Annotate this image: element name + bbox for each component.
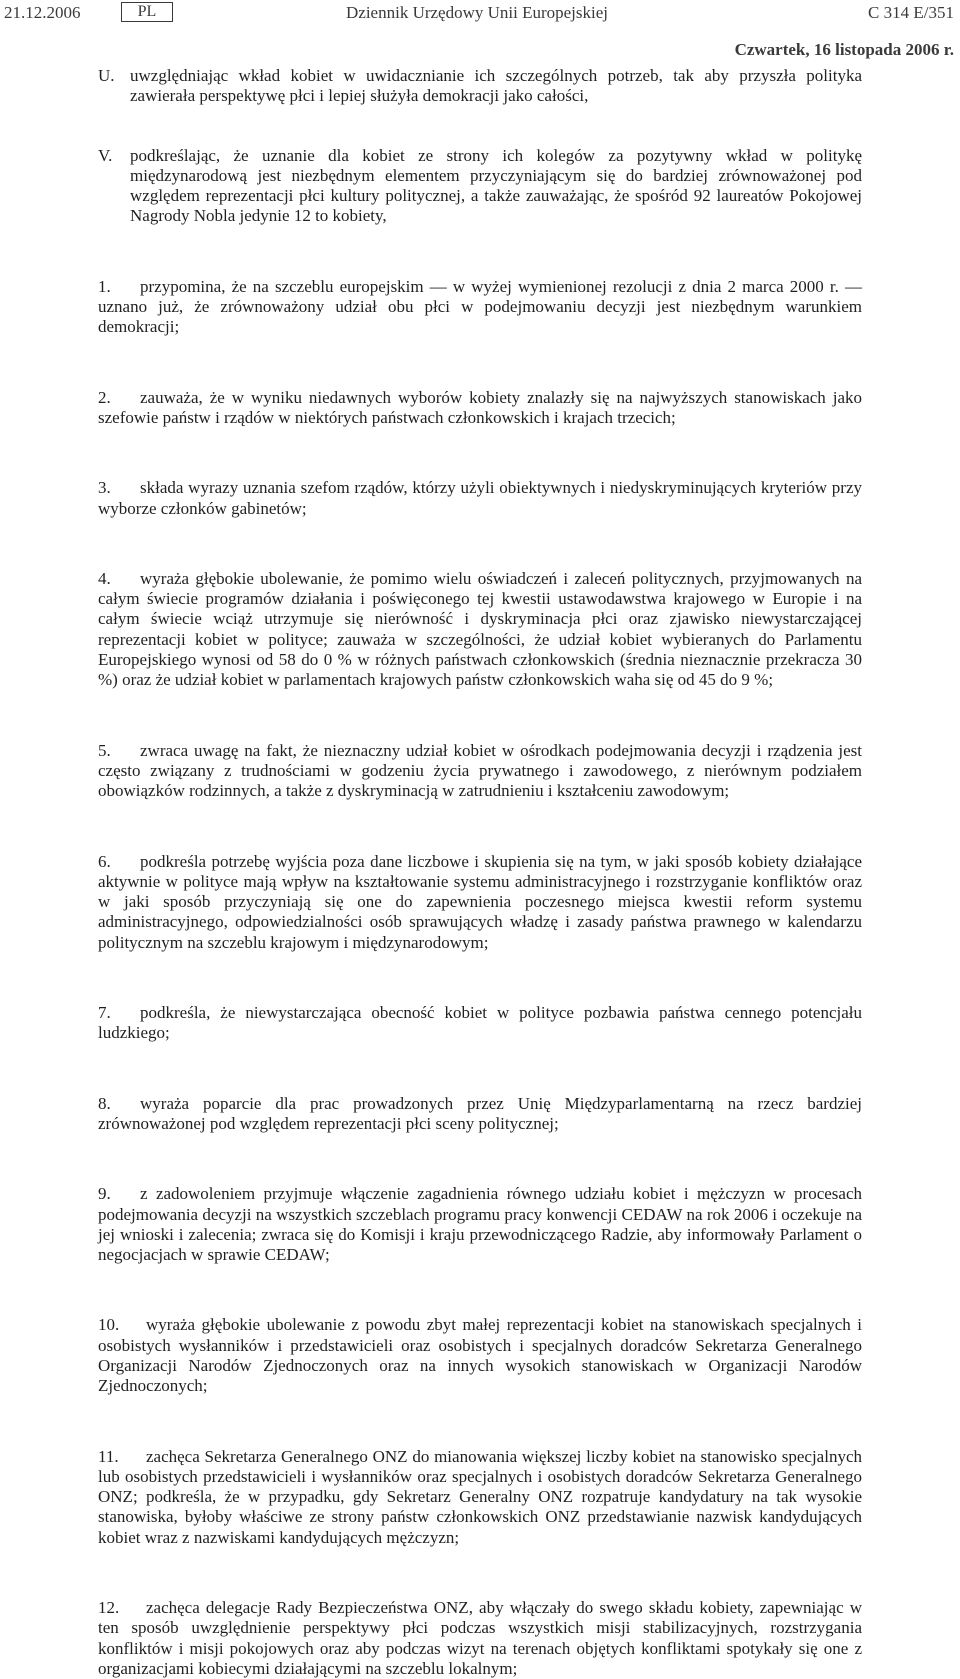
paragraph-number: 9. xyxy=(98,1184,111,1204)
page-header xyxy=(0,0,960,26)
paragraph xyxy=(98,1315,862,1396)
paragraph xyxy=(98,1184,862,1265)
paragraph-text: podkreśla, że niewystarczająca obecność kobiet w polityce pozbawia państwa cennego potencjału ludzkiego; xyxy=(98,1003,862,1043)
paragraph-text: podkreśla potrzebę wyjścia poza dane liczbowe i skupienia się na tym, w jaki sposób kobiety działające aktywnie w polityce mają wpływ na kształtowanie systemu administracyjnego i rozstrzyganie konfliktów oraz w jaki sposób przyczyniają się one do zapewnienia poczesnego miejsca kwestii reform systemu administracyjnego, odpowiedzialności osób sprawujących władzę i zasady państwa prawnego w kalendarzu politycznym na szczeblu krajowym i międzynarodowym; xyxy=(98,851,862,952)
paragraph-text: składa wyrazy uznania szefom rządów, którzy użyli obiektywnych i niedyskryminujących kryteriów przy wyborze członków gabinetów; xyxy=(98,478,862,518)
recital-text: podkreślając, że uznanie dla kobiet ze strony ich kolegów za pozytywny wkład w politykę międzynarodową jest niezbędnym elementem przyczyniającym się do bardziej zrównoważonej pod względem reprezentacji płci kultury politycznej, a także zauważając, że spośród 92 laureatów Pokojowej Nagrody Nobla jedynie 12 to kobiety, xyxy=(130,145,862,226)
paragraph-number: 12. xyxy=(98,1598,120,1618)
paragraph-text: zachęca Sekretarza Generalnego ONZ do mianowania większej liczby kobiet na stanowisko specjalnych lub osobistych przedstawicieli i wysłanników oraz specjalnych i osobistych doradców Sekretarza Generalnego ONZ; podkreśla, że w przypadku, gdy Sekretarz Generalny ONZ rozpatruje kandydatury na tak wysokie stanowiska, byłoby właściwe ze strony państw członkowskich ONZ przedstawianie nazwisk kandydujących kobiet wraz z nazwiskami kandydujących mężczyzn; xyxy=(98,1446,862,1547)
journal-reference: C 314 E/351 xyxy=(868,3,954,22)
paragraph-text: zauważa, że w wyniku niedawnych wyborów kobiety znalazły się na najwyższych stanowiskach jako szefowie państw i rządów w niektórych państwach członkowskich i krajach trzecich; xyxy=(98,387,862,427)
paragraph-number: 10. xyxy=(98,1315,120,1335)
paragraph xyxy=(98,388,862,429)
recital-label: U. xyxy=(98,66,115,85)
recital-label: V. xyxy=(98,145,113,165)
recital-text: uwzględniając wkład kobiet w uwidacznianie ich szczególnych potrzeb, tak aby przyszła polityka zawierała perspektywę płci i lepiej służyła demokracji jako całości, xyxy=(130,66,862,106)
language-badge: PL xyxy=(121,2,173,22)
paragraph xyxy=(98,741,862,802)
paragraph-number: 11. xyxy=(98,1446,119,1466)
paragraph-text: wyraża głębokie ubolewanie z powodu zbyt małej reprezentacji kobiet na stanowiskach specjalnych i osobistych wysłanników i przedstawicieli oraz osobistych i specjalnych doradców Sekretarza Generalnego Organizacji Narodów Zjednoczonych oraz na innych wysokich stanowiskach w Organizacji Narodów Zjednoczonych; xyxy=(98,1315,862,1396)
sitting-date: Czwartek, 16 listopada 2006 r. xyxy=(734,40,954,59)
paragraph-number: 8. xyxy=(98,1093,111,1113)
paragraph xyxy=(98,1598,862,1679)
paragraph-text: wyraża głębokie ubolewanie, że pomimo wielu oświadczeń i zaleceń politycznych, przyjmowanych na całym świecie programów działania i poświęconego tej kwestii ustawodawstwa krajowego w Europie i na całym świecie wciąż utrzymuje się nierówność i dyskryminacja płci oraz zjawisko niewystarczającej reprezentacji kobiet w polityce; zauważa w szczególności, że udział kobiet wybieranych do Parlamentu Europejskiego wynosi od 58 do 0 % w różnych państwach członkowskich (średnia nieznacznie przekracza 30 %) oraz że udział kobiet w parlamentach krajowych państw członkowskich waha się od 45 do 9 %; xyxy=(98,568,862,690)
paragraph-text: zachęca delegacje Rady Bezpieczeństwa ONZ, aby włączały do swego składu kobiety, zapewniając w ten sposób uwzględnienie perspektywy płci podczas wszystkich misji stabilizacyjnych, rozstrzygania konfliktów i misji pokojowych oraz aby podczas wizyt na terenach objętych konfliktami spotykały się one z organizacjami kobiecymi działającymi na szczeblu lokalnym; xyxy=(98,1598,862,1678)
paragraph xyxy=(98,1094,862,1135)
paragraph-number: 4. xyxy=(98,568,111,588)
recital xyxy=(98,146,862,227)
paragraph xyxy=(98,1003,862,1044)
paragraph-number: 7. xyxy=(98,1003,111,1023)
journal-title: Dziennik Urzędowy Unii Europejskiej xyxy=(346,3,609,22)
publication-date: 21.12.2006 xyxy=(4,3,81,22)
paragraph xyxy=(98,569,862,691)
paragraph-number: 6. xyxy=(98,851,111,871)
paragraph xyxy=(98,478,862,519)
paragraph-number: 2. xyxy=(98,387,111,407)
paragraph-text: przypomina, że na szczeblu europejskim — w wyżej wymienionej rezolucji z dnia 2 marca 2000 r. — uznano już, że zrównoważony udział obu płci w podejmowaniu decyzji jest niezbędnym warunkiem demokracji; xyxy=(98,276,862,337)
paragraph-text: wyraża poparcie dla prac prowadzonych przez Unię Międzyparlamentarną na rzecz bardziej zrównoważonej pod względem reprezentacji płci sceny politycznej; xyxy=(98,1093,862,1133)
paragraph-text: z zadowoleniem przyjmuje włączenie zagadnienia równego udziału kobiet i mężczyzn w procesach podejmowania decyzji na wszystkich szczeblach programu pracy konwencji CEDAW na rok 2006 i oczekuje na jej wnioski i zalecenia; zwraca się do Komisji i kraju przewodniczącego Radzie, aby informowały Parlament o negocjacjach w sprawie CEDAW; xyxy=(98,1184,862,1265)
paragraph-number: 5. xyxy=(98,740,111,760)
paragraph xyxy=(98,852,862,953)
paragraph-number: 3. xyxy=(98,478,111,498)
paragraph xyxy=(98,1447,862,1548)
recital xyxy=(98,66,862,107)
paragraph-number: 1. xyxy=(98,276,111,296)
paragraph-text: zwraca uwagę na fakt, że nieznaczny udział kobiet w ośrodkach podejmowania decyzji i rządzenia jest często związany z trudnościami w godzeniu życia prywatnego i zawodowego, z nierównym podziałem obowiązków rodzinnych, a także z dyskryminacją w zatrudnieniu i kształceniu zawodowym; xyxy=(98,740,862,801)
document-body xyxy=(98,66,862,1679)
paragraph xyxy=(98,277,862,338)
